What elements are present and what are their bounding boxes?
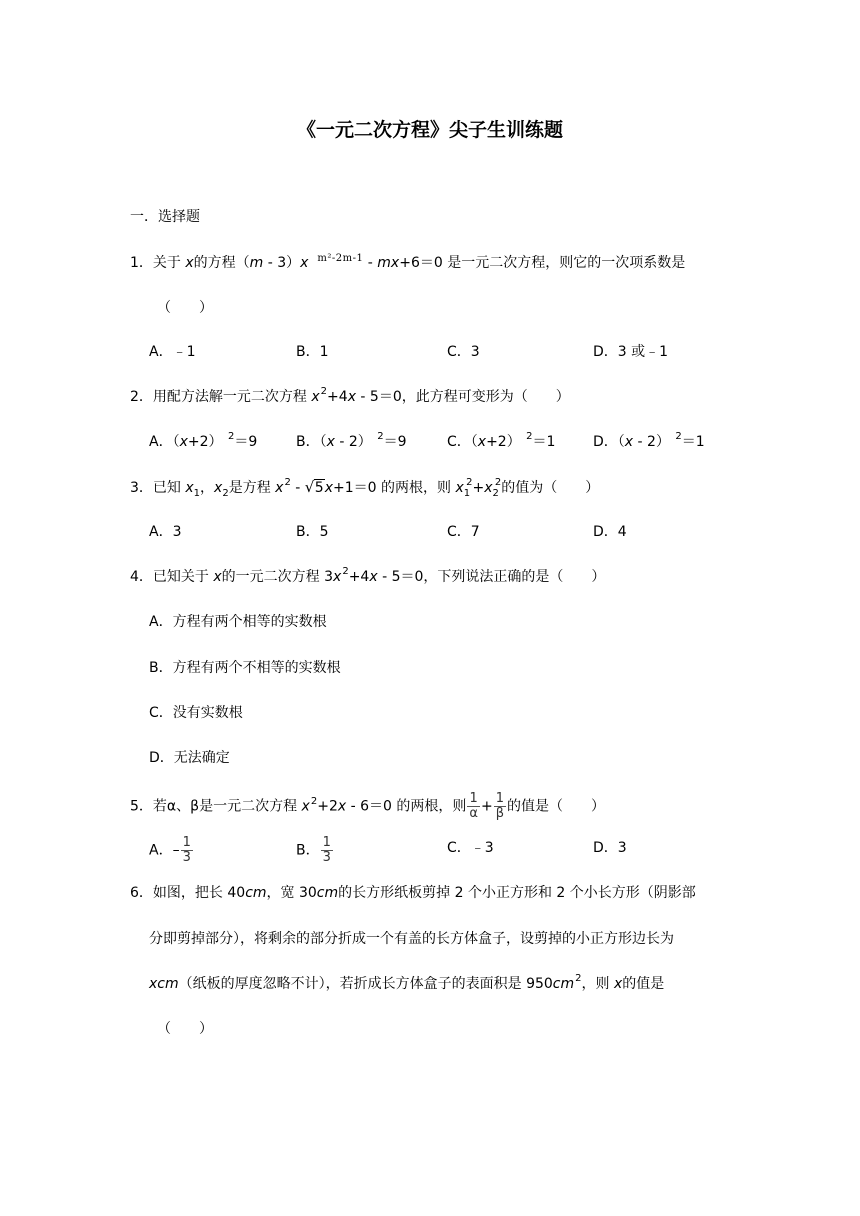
question-2: 2．用配方法解一元二次方程 $x^2+4x - 5=0$，此方程可变形为（ ） <box>130 386 570 405</box>
question-1: 1．关于 x的方程（m - 3）x $^{m^2-2m-1}$ - mx+6＝0 是一元二次方程，则它的一次项系数是 <box>130 253 686 271</box>
question-3: 3．已知 $x_1$，$x_2$是方程 $x^2$ - √ 5x+1＝0 的两根，则 $x_1^2+x_2^2$的值为（ ） <box>130 477 600 499</box>
question-6-line-2: 分即剪掉部分），将剩余的部分折成一个有盖的长方体盒子，设剪掉的小正方形边长为 <box>149 931 674 947</box>
q2-option-a: A．（x+2） $^2$＝9 <box>149 431 258 450</box>
q5-option-c: C．﹣3 <box>447 840 494 856</box>
q4-option-a: A．方程有两个相等的实数根 <box>149 614 327 630</box>
question-6-paren: （ ） <box>157 1021 213 1037</box>
q3-option-c: C．7 <box>447 524 480 540</box>
fraction-one-third: $\frac{1}{3}$ <box>182 835 191 865</box>
fraction-1-over-alpha: $\frac{1}{\alpha}$ <box>469 791 478 821</box>
q3-option-b: B．5 <box>296 524 329 540</box>
question-number: 1． <box>130 255 153 271</box>
q3-option-d: D．4 <box>593 524 627 540</box>
q4-option-c: C．没有实数根 <box>149 705 243 721</box>
question-6-line-3: xcm（纸板的厚度忽略不计），若折成长方体盒子的表面积是 $950cm^2$，则 x的值是 <box>149 973 665 992</box>
q5-option-b: B． $\frac{1}{3}$ <box>296 835 331 865</box>
q1-option-c: C．3 <box>447 344 480 360</box>
q5-option-a: A．– $\frac{1}{3}$ <box>149 835 191 865</box>
page-title: 《一元二次方程》尖子生训练题 <box>296 119 563 141</box>
section-heading: 一．选择题 <box>130 209 200 225</box>
question-5: 5．若α、β是一元二次方程 $x^2+2x - 6=0$ 的两根，则 $\frac{1}{\alpha}$ + $\frac{1}{\beta}$ 的值是（ ） <box>130 791 605 821</box>
q1-option-b: B．1 <box>296 344 329 360</box>
q3-option-a: A．3 <box>149 524 182 540</box>
q5-option-d: D．3 <box>593 840 627 856</box>
question-1-paren: （ ） <box>157 300 213 316</box>
exponent: m²-2m-1 <box>317 253 364 264</box>
q4-option-d: D．无法确定 <box>149 750 230 766</box>
q1-option-d: D．3 或﹣1 <box>593 344 669 360</box>
q2-option-b: B．（x - 2） $^2$＝9 <box>296 431 407 450</box>
q1-option-a: A．﹣1 <box>149 344 196 360</box>
q2-option-c: C．（x+2） $^2$＝1 <box>447 431 556 450</box>
q2-option-d: D．（x - 2） $^2$＝1 <box>593 431 705 450</box>
fraction-one-third: $\frac{1}{3}$ <box>322 835 331 865</box>
q4-option-b: B．方程有两个不相等的实数根 <box>149 660 341 676</box>
question-4: 4．已知关于 x的一元二次方程 $3x^2+4x - 5=0$，下列说法正确的是（ ） <box>130 566 606 585</box>
question-6-line-1: 6．如图，把长 40cm，宽 30cm的长方形纸板剪掉 2 个小正方形和 2 个小长方形（阴影部 <box>130 885 696 901</box>
fraction-1-over-beta: $\frac{1}{\beta}$ <box>495 791 504 821</box>
square-root-5: √ 5 <box>304 478 324 496</box>
